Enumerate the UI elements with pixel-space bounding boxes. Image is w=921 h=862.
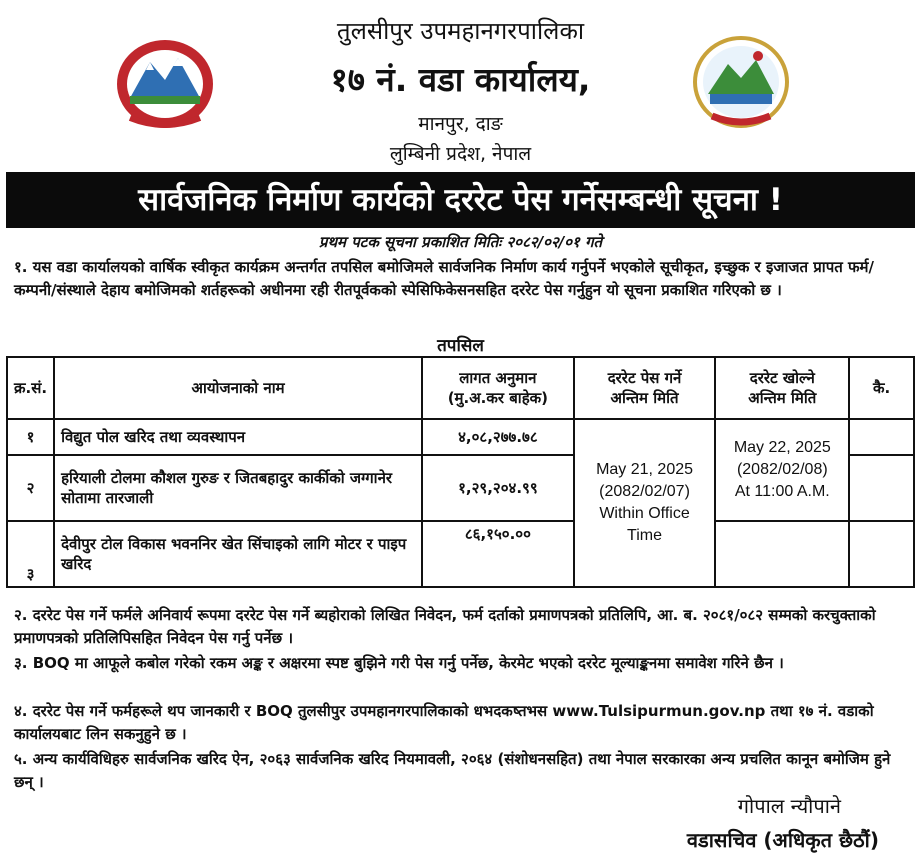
- signatory-title: वडासचिव (अधिकृत छैठौं): [686, 828, 879, 852]
- municipality-logo-icon: [686, 32, 796, 132]
- header-open-deadline: [715, 357, 849, 419]
- paragraph-1: १. यस वडा कार्यालयको वार्षिक स्वीकृत कार्यक्रम अन्तर्गत तपसिल बमोजिमले सार्वजनिक निर्माण कार्य गर्नुपर्ने भएकोले सूचीकृत, इच्छुक र इजाजत प्रापत फर्म/कम्पनी/संस्थाले देहाय बमोजिमको शर्तहरूको अधीनमा रही रीतपूर्वकको स्पेसिफिकेसनसहित दररेट पेस गर्नुहुन यो सूचना प्रकाशित गरिएको छ ।: [14, 258, 874, 299]
- header-submit-deadline: [574, 357, 716, 419]
- header-sn: क्र.सं.: [7, 357, 54, 419]
- notice-banner: सार्वजनिक निर्माण कार्यको दररेट पेस गर्नेसम्बन्धी सूचना !: [6, 172, 915, 228]
- header-cost: [422, 357, 574, 419]
- signatory-name: गोपाल न्यौपाने: [737, 794, 841, 818]
- header-open-line2: अन्तिम मिति: [748, 389, 817, 407]
- row-project-name: विद्युत पोल खरिद तथा व्यवस्थापन: [54, 419, 422, 455]
- row-cost: १,२९,२०४.९९: [422, 455, 574, 521]
- row-project-name: हरियाली टोलमा कौशल गुरुङ र जितबहादुर कार्कीको जग्गानेर सोतामा तारजाली: [54, 455, 422, 521]
- paragraph-2: २. दररेट पेस गर्ने फर्मले अनिवार्य रूपमा दररेट पेस गर्ने ब्यहोराको लिखित निवेदन, फर्म दर्ताको प्रमाणपत्रको प्रतिलिपि, आ. ब. २०८१/०८२ सम्मको करचुक्ताको प्रमाणपत्रको प्रतिलिपिसहित निवेदन पेस गर्नु पर्नेछ ।: [14, 606, 876, 647]
- header-cost-line1: लागत अनुमान: [459, 369, 537, 387]
- table-title: तपसिल: [437, 336, 484, 356]
- table-header-row: [7, 357, 914, 419]
- row-open-empty: [715, 521, 849, 587]
- open-date-bs: (2082/02/08): [736, 461, 828, 478]
- paragraph-3: ३. BOQ मा आफूले कबोल गरेको रकम अङ्क र अक्षरमा स्पष्ट बुझिने गरी पेस गर्नु पर्नेछ, केरमेट भएको दररेट मूल्याङ्कनमा समावेश गरिने छैन ।: [14, 654, 784, 672]
- header-cost-line2: (मु.अ.कर बाहेक): [447, 389, 549, 407]
- header-submit-line1: दररेट पेस गर्ने: [607, 369, 682, 387]
- header-open-line1: दररेट खोल्ने: [749, 369, 815, 387]
- open-deadline-cell: [715, 419, 849, 521]
- submit-time: Within Office Time: [599, 505, 690, 544]
- table-row: [7, 419, 914, 455]
- open-date: May 22, 2025: [733, 439, 831, 456]
- row-cost: ८६,१५०.००: [422, 521, 574, 587]
- submit-date: May 21, 2025: [596, 461, 694, 478]
- row-sn: २: [7, 455, 54, 521]
- paragraph-4: ४. दररेट पेस गर्ने फर्महरूले थप जानकारी र BOQ तुलसीपुर उपमहानगरपालिकाको धभदकष्तभस www.Tulsipurmun.gov.np तथा १७ नं. वडाको कार्यालयबाट लिन सकनुहुने छ ।: [14, 702, 874, 743]
- header-remarks: कै.: [849, 357, 914, 419]
- submit-date-bs: (2082/02/07): [599, 483, 690, 500]
- row-remarks: [849, 419, 914, 455]
- submit-deadline-cell: [574, 419, 716, 587]
- table-row: [7, 521, 914, 587]
- row-project-name: देवीपुर टोल विकास भवननिर खेत सिंचाइको लागि मोटर र पाइप खरिद: [54, 521, 422, 587]
- header-submit-line2: अन्तिम मिति: [610, 389, 679, 407]
- nepal-emblem-icon: [110, 32, 220, 132]
- header-project-name: आयोजनाको नाम: [54, 357, 422, 419]
- publication-date: प्रथम पटक सूचना प्रकाशित मितिः २०८२/०२/०१ गते: [318, 233, 603, 251]
- project-table: [6, 356, 915, 588]
- row-sn: ३: [7, 521, 54, 587]
- row-remarks: [849, 455, 914, 521]
- row-cost: ४,०८,२७७.७८: [422, 419, 574, 455]
- open-time: At 11:00 A.M.: [734, 483, 830, 500]
- ward-office-title: १७ नं. वडा कार्यालय,: [330, 60, 591, 99]
- paragraph-5: ५. अन्य कार्यविधिहरु सार्वजनिक खरिद ऐन, २०६३ सार्वजनिक खरिद नियमावली, २०६४ (संशोधनसहित) तथा नेपाल सरकारका अन्य प्रचलित कानून बमोजिम हुने छन् ।: [14, 750, 891, 791]
- address-line-2: लुम्बिनी प्रदेश, नेपाल: [389, 143, 532, 165]
- address-line-1: मानपुर, दाङ: [418, 113, 503, 135]
- office-name: तुलसीपुर उपमहानगरपालिका: [336, 17, 585, 45]
- row-sn: १: [7, 419, 54, 455]
- row-remarks: [849, 521, 914, 587]
